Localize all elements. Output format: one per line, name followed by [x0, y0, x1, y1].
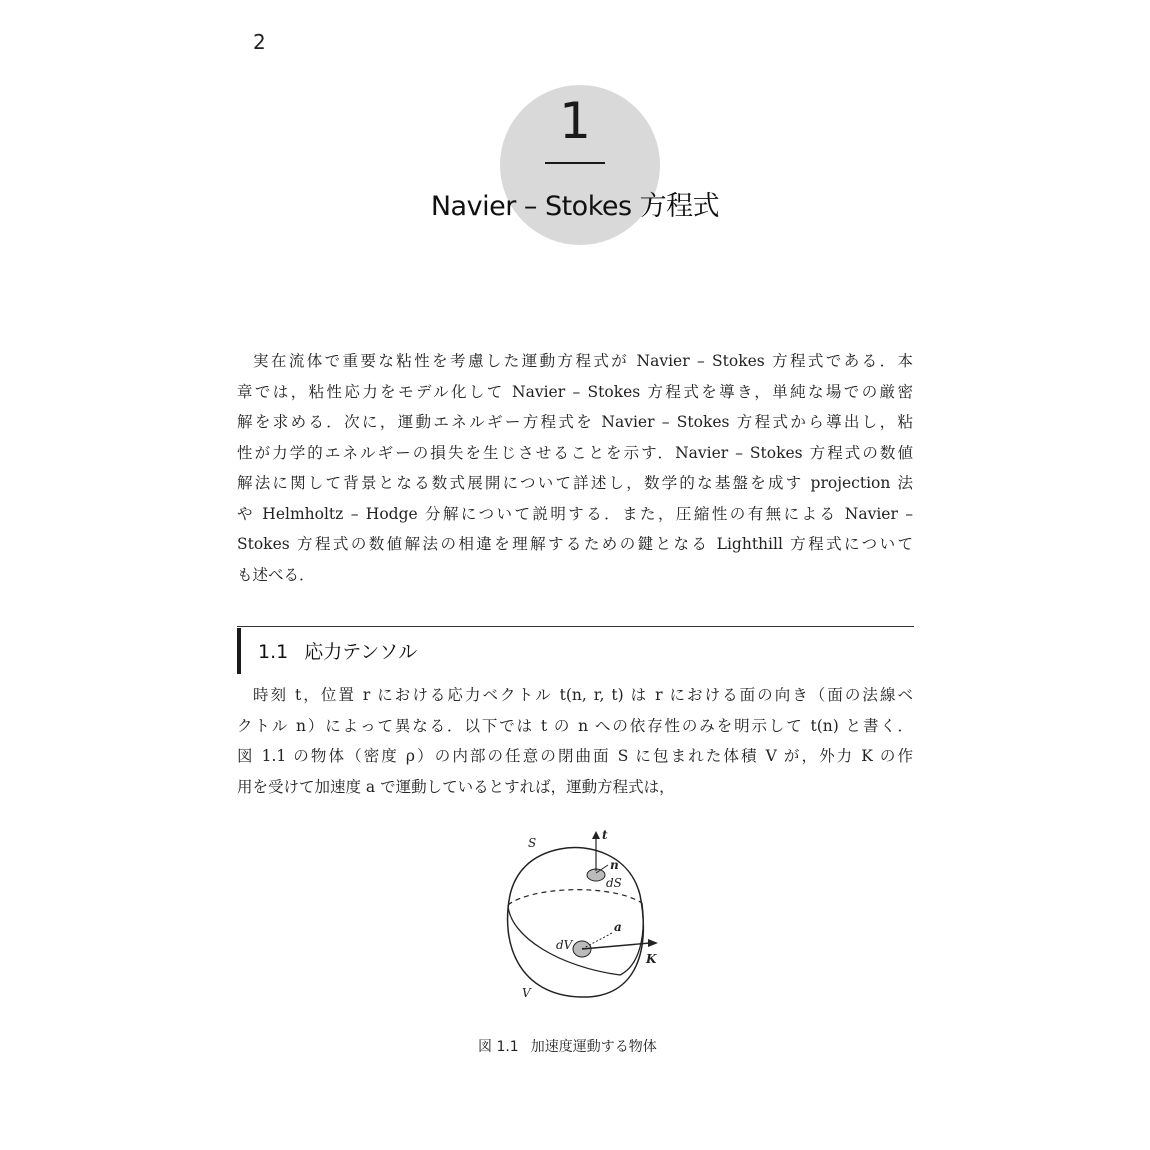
intro-line: や Helmholtz – Hodge 分解について説明する．また，圧縮性の有無による Navier – [237, 504, 913, 523]
intro-line: 実在流体で重要な粘性を考慮した運動方程式が Navier – Stokes 方程式である．本 [253, 352, 913, 370]
chapter-rule [545, 162, 605, 164]
external-force-head [648, 939, 658, 947]
section-line: 図 1.1 の物体（密度 ρ）の内部の任意の閉曲面 S に包まれた体積 V が，外力 K の作 [237, 747, 913, 765]
label-V: V [522, 986, 531, 1000]
label-S: S [528, 836, 537, 850]
section-line: 時刻 t，位置 r における応力ベクトル t(n, r, t) は r における面の向き（面の法線ベ [253, 686, 913, 704]
equator-front [508, 903, 643, 975]
section-line: 用を受けて加速度 a で運動しているとすれば，運動方程式は， [237, 777, 675, 796]
chapter-title: Navier – Stokes 方程式 [430, 191, 720, 222]
label-K: K [646, 952, 657, 966]
body-figure [490, 825, 680, 1015]
intro-line: 解法に関して背景となる数式展開について詳述し，数学的な基盤を成す projection 法 [237, 474, 913, 492]
intro-paragraph [237, 346, 913, 590]
section-title: 応力テンソル [304, 641, 418, 663]
section-rule [237, 626, 914, 627]
chapter-number: 1 [559, 92, 591, 150]
figure-caption-text: 加速度運動する物体 [530, 1039, 657, 1055]
intro-line: 章では，粘性応力をモデル化して Navier – Stokes 方程式を導き，単純な場での厳密 [237, 382, 913, 401]
intro-line: 性が力学的エネルギーの損失を生じさせることを示す．Navier – Stokes 方程式の数値 [237, 443, 913, 462]
section-bar [237, 628, 241, 674]
stress-vector-head [592, 831, 600, 839]
intro-line: Stokes 方程式の数値解法の相違を理解するための鍵となる Lighthill 方程式について [237, 535, 913, 553]
intro-line: も述べる． [237, 565, 315, 584]
section-paragraph [237, 680, 913, 802]
section-heading [258, 637, 417, 664]
intro-line: 解を求める．次に，運動エネルギー方程式を Navier – Stokes 方程式から導出し，粘 [237, 413, 913, 431]
label-t: t [602, 828, 608, 842]
section-line: クトル n）によって異なる．以下では t の n への依存性のみを明示して t(n) と書く． [237, 716, 913, 735]
label-dV: dV [556, 938, 573, 952]
section-number: 1.1 [258, 641, 289, 663]
label-n: n [610, 858, 619, 872]
label-dS: dS [606, 876, 622, 890]
page-number: 2 [253, 30, 266, 54]
label-a: a [614, 920, 622, 934]
closed-surface-outline [508, 848, 644, 998]
figure-caption-number: 図 1.1 [478, 1039, 519, 1055]
equator-back [508, 890, 642, 905]
figure-caption [478, 1036, 657, 1056]
